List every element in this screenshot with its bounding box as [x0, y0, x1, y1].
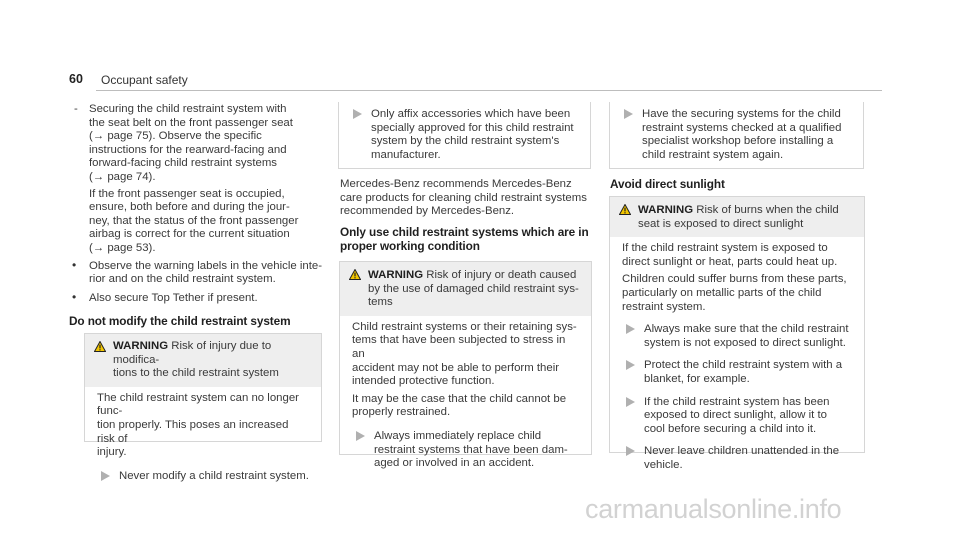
- text-line: Never leave children unattended in the: [644, 445, 840, 458]
- text-line: tion properly. This poses an increased risk of: [97, 418, 289, 445]
- page-ref-link[interactable]: (→ page 53).: [89, 241, 156, 254]
- arrow-right-icon: [101, 471, 110, 481]
- text-line: Never modify a child restraint system.: [119, 469, 309, 482]
- recommendation-paragraph: [340, 178, 595, 219]
- text-line: intended protective function.: [352, 375, 495, 388]
- action-item: [349, 108, 580, 162]
- text-line: Mercedes-Benz recommends Mercedes-Benz: [340, 178, 572, 190]
- bullet-item: [69, 289, 331, 306]
- note-box-securing: [609, 102, 864, 169]
- action-item: [352, 430, 579, 471]
- page-ref-link[interactable]: (→ page 74).: [89, 170, 156, 183]
- warning-summary: tems: [368, 296, 393, 309]
- warning-triangle-icon: [349, 269, 361, 280]
- text-line: Always make sure that the child restraint: [644, 323, 849, 336]
- column-1: [69, 103, 331, 329]
- section-title: Occupant safety: [101, 73, 188, 87]
- text-line: forward-facing child restraint systems: [89, 157, 278, 170]
- warning-summary: seat is exposed to direct sunlight: [638, 217, 804, 230]
- action-item: [622, 323, 852, 350]
- text-line: The child restraint system can no longer func-: [97, 391, 299, 418]
- header-rule: [96, 90, 882, 91]
- text-line: system is not exposed to direct sunlight.: [644, 336, 846, 349]
- text-line: Only affix accessories which have been: [371, 108, 571, 120]
- text-line: restraint systems that have been dam-: [374, 443, 568, 456]
- text-line: Child restraint systems or their retaining sys-: [352, 320, 577, 333]
- action-item: [622, 445, 852, 472]
- warning-box-sunlight: [609, 196, 865, 471]
- text-line: recommended by Mercedes-Benz.: [340, 205, 515, 218]
- text-line: tems that have been subjected to stress in an: [352, 334, 566, 360]
- text-line: Also secure Top Tether if present.: [89, 291, 258, 304]
- text-line: If the child restraint system has been: [644, 395, 830, 408]
- bullet-item: [69, 257, 331, 287]
- text-line: the seat belt on the front passenger seat: [89, 116, 293, 129]
- warning-label: WARNING: [638, 204, 694, 216]
- warning-summary: Risk of burns when the child: [696, 204, 839, 216]
- dash-list-item: [69, 103, 331, 256]
- page-ref-link[interactable]: (→ page 75). Observe the specific: [89, 130, 262, 143]
- warning-body: [85, 387, 321, 492]
- warning-triangle-icon: [94, 341, 106, 352]
- text-line: injury.: [97, 446, 127, 459]
- text-line: vehicle.: [644, 458, 683, 471]
- text-line: Protect the child restraint system with a: [644, 359, 843, 372]
- text-line: child restraint system again.: [642, 148, 784, 161]
- text-line: aged or involved in an accident.: [374, 457, 535, 470]
- heading-line: proper working condition: [340, 239, 480, 253]
- warning-summary: by the use of damaged child restraint sys-: [368, 282, 579, 295]
- warning-box-modify: [84, 333, 322, 482]
- action-item: [620, 108, 853, 162]
- text-line: accident may not be able to perform their: [352, 361, 560, 374]
- text-line: Always immediately replace child: [374, 429, 542, 442]
- warning-header: [85, 334, 321, 387]
- text-line: restraint systems checked at a qualified: [642, 121, 842, 134]
- warning-box-damaged: [339, 261, 592, 470]
- text-line: Observe the warning labels in the vehicle inte-: [89, 259, 323, 272]
- arrow-right-icon: [356, 431, 365, 441]
- text-line: Securing the child restraint system with: [89, 103, 287, 115]
- text-line: system by the child restraint system's: [371, 135, 560, 148]
- warning-header: [340, 262, 591, 316]
- section-heading: [340, 225, 595, 253]
- arrow-right-icon: [626, 446, 635, 456]
- text-line: Children could suffer burns from these parts,: [622, 273, 847, 286]
- text-line: manufacturer.: [371, 148, 441, 161]
- warning-triangle-icon: [619, 204, 631, 215]
- warning-body: [610, 237, 864, 480]
- bullet-marker: •: [72, 257, 77, 272]
- text-line: cool before securing a child into it.: [644, 422, 817, 435]
- section-heading: Do not modify the child restraint system: [69, 314, 291, 329]
- warning-label: WARNING: [113, 340, 169, 352]
- warning-body: [340, 316, 591, 479]
- arrow-right-icon: [624, 109, 633, 119]
- text-line: If the child restraint system is exposed to: [622, 242, 828, 255]
- text-line: restraint system.: [622, 300, 706, 313]
- action-item: [97, 470, 309, 484]
- note-box-accessories: [338, 102, 591, 169]
- text-line: blanket, for example.: [644, 372, 750, 385]
- text-line: care products for cleaning child restraint systems: [340, 191, 587, 204]
- page-number: 60: [69, 72, 83, 86]
- text-line: airbag is correct for the current situation: [89, 228, 290, 241]
- text-line: ney, that the status of the front passenger: [89, 214, 299, 227]
- text-line: properly restrained.: [352, 406, 451, 419]
- dash-marker: -: [74, 103, 78, 115]
- text-line: particularly on metallic parts of the child: [622, 286, 822, 299]
- arrow-right-icon: [626, 397, 635, 407]
- warning-label: WARNING: [368, 269, 424, 281]
- dash-item-text: [89, 103, 331, 185]
- text-line: If the front passenger seat is occupied,: [89, 187, 285, 200]
- text-line: It may be the case that the child cannot be: [352, 392, 567, 405]
- text-line: instructions for the rearward-facing and: [89, 143, 287, 156]
- text-line: ensure, both before and during the jour-: [89, 201, 290, 214]
- action-item: [622, 359, 852, 386]
- watermark: carmanualsonline.info: [585, 494, 842, 524]
- text-line: direct sunlight or heat, parts could heat up.: [622, 255, 838, 268]
- arrow-right-icon: [626, 324, 635, 334]
- text-line: Have the securing systems for the child: [642, 108, 841, 120]
- arrow-right-icon: [353, 109, 362, 119]
- dash-item-subtext: [89, 188, 331, 256]
- text-line: rior and on the child restraint system.: [89, 273, 276, 286]
- bullet-marker: •: [72, 289, 77, 304]
- section-heading: Avoid direct sunlight: [610, 177, 725, 191]
- heading-line: Only use child restraint systems which are in: [340, 225, 589, 239]
- warning-header: [610, 197, 864, 237]
- warning-summary: Risk of injury or death caused: [426, 269, 577, 281]
- text-line: specially approved for this child restraint: [371, 121, 574, 134]
- warning-summary: tions to the child restraint system: [113, 367, 279, 380]
- warning-summary: Risk of injury due to modifica-: [113, 340, 272, 366]
- arrow-right-icon: [626, 360, 635, 370]
- action-item: [622, 396, 852, 437]
- text-line: specialist workshop before installing a: [642, 135, 834, 148]
- text-line: exposed to direct sunlight, allow it to: [644, 409, 827, 422]
